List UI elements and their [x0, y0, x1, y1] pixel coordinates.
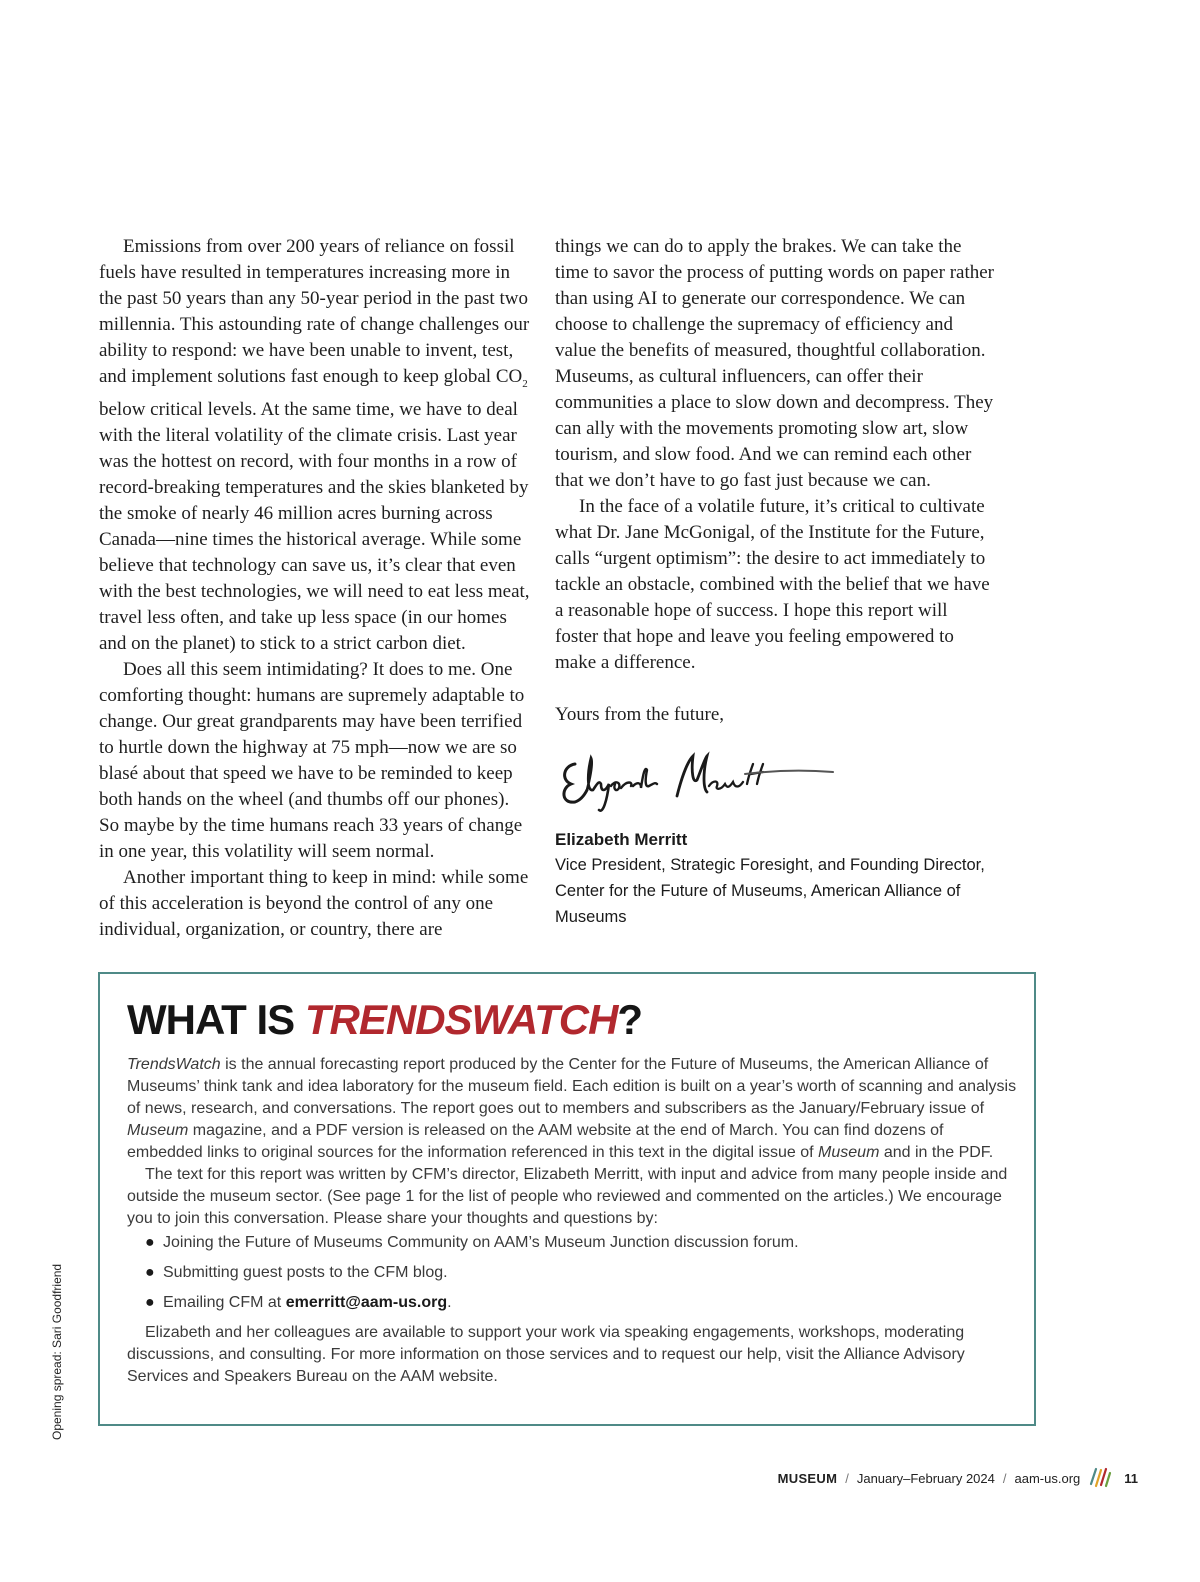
left-text-column	[99, 234, 531, 943]
page-footer	[778, 1466, 1138, 1491]
right-text-column	[555, 234, 995, 930]
bullet-icon: ●	[145, 1294, 155, 1311]
footer-separator: /	[1002, 1471, 1007, 1486]
email-link[interactable]: emerritt@aam-us.org	[285, 1294, 448, 1311]
footer-magazine: MUSEUM	[777, 1471, 838, 1486]
left-paragraph-2: Does all this seem intimidating? It does to me. One comforting thought: humans are supremely adaptable to change. Our great grandparents may have been terrified to hurtle down the highway at 75 mph—now we are so blasé about that speed we have to be reminded to keep both hands on the wheel (and thumbs off our phones). So maybe by the time humans reach 33 years of change in one year, this volatility will seem normal.	[99, 658, 525, 862]
box-body	[127, 1054, 1017, 1388]
left-paragraph-1: Emissions from over 200 years of reliance on fossil fuels have resulted in temperatures increasing more in the past 50 years than any 50-year period in the past two millennia. This astounding rate of change challenges our ability to respond: we have been unable to invent, test, and implement solutions fast enough to keep global $CO_2$ below critical levels. At the same time, we have to deal with the literal volatility of the climate crisis. Last year was the hottest on record, with four months in a row of record-breaking temperatures and the skies blanketed by the smoke of nearly 46 million acres burning across Canada—nine times the historical average. While some believe that technology can save us, it’s clear that even with the best technologies, we will need to eat less meat, travel less often, and take up less space (in our homes and on the planet) to stick to a strict carbon diet.	[99, 236, 530, 654]
right-paragraph-2: In the face of a volatile future, it’s critical to cultivate what Dr. Jane McGonigal, of the Institute for the Future, calls “urgent optimism”: the desire to act immediately to tackle an obstacle, combined with the belief that we have a reasonable hope of success. I hope this report will foster that hope and leave you feeling empowered to make a difference.	[555, 496, 990, 673]
footer-website[interactable]: aam-us.org	[1014, 1471, 1081, 1486]
left-paragraph-3: Another important thing to keep in mind: while some of this acceleration is beyond the control of any one individual, organization, or country, there are	[99, 866, 529, 940]
list-item: ● Submitting guest posts to the CFM blog.	[145, 1262, 1017, 1284]
trendswatch-info-box	[98, 972, 1036, 1426]
photo-credit: Opening spread: Sari Goodfriend	[50, 1263, 64, 1440]
footer-issue: January–February 2024	[856, 1471, 995, 1486]
box-paragraph-2: The text for this report was written by CFM’s director, Elizabeth Merritt, with input and advice from many people inside and outside the museum sector. (See page 1 for the list of people who reviewed and commented on the articles.) We encourage you to join this conversation. Please share your thoughts and questions by:	[127, 1166, 1008, 1227]
signer-title: Vice President, Strategic Foresight, and Founding Director, Center for the Future of Museums, American Alliance of Museums	[555, 856, 985, 926]
page-number: 11	[1124, 1471, 1138, 1486]
handwritten-signature	[557, 744, 995, 818]
list-item: ● Emailing CFM at emerritt@aam-us.org.	[145, 1292, 1017, 1314]
box-paragraph-3: Elizabeth and her colleagues are available to support your work via speaking engagements, workshops, moderating discussions, and consulting. For more information on those services and to request our help, visit the Alliance Advisory Services and Speakers Bureau on the AAM website.	[127, 1324, 965, 1385]
box-bullet-list	[127, 1232, 1017, 1314]
list-item: ● Joining the Future of Museums Community on AAM’s Museum Junction discussion forum.	[145, 1232, 1017, 1254]
aam-logo-icon	[1088, 1466, 1112, 1491]
box-heading: WHAT IS TRENDSWATCH?	[127, 996, 643, 1043]
bullet-icon: ●	[145, 1234, 155, 1251]
bullet-icon: ●	[145, 1264, 155, 1281]
closing-line: Yours from the future,	[555, 704, 725, 725]
right-paragraph-1: things we can do to apply the brakes. We can take the time to savor the process of putting words on paper rather than using AI to generate our correspondence. We can choose to challenge the supremacy of efficiency and value the benefits of measured, thoughtful collaboration. Museums, as cultural influencers, can offer their communities a place to slow down and decompress. They can ally with the movements promoting slow art, slow tourism, and slow food. And we can remind each other that we don’t have to go fast just because we can.	[555, 236, 994, 491]
box-paragraph-1: TrendsWatch is the annual forecasting report produced by the Center for the Future of Museums, the American Alliance of Museums’ think tank and idea laboratory for the museum field. Each edition is built on a year’s worth of scanning and analysis of news, research, and conversations. The report goes out to members and subscribers as the January/February issue of Museum magazine, and a PDF version is released on the AAM website at the end of March. You can find dozens of embedded links to original sources for the information referenced in this text in the digital issue of Museum and in the PDF.	[127, 1056, 1017, 1161]
footer-separator: /	[845, 1471, 849, 1486]
signer-name: Elizabeth Merritt	[555, 830, 688, 849]
